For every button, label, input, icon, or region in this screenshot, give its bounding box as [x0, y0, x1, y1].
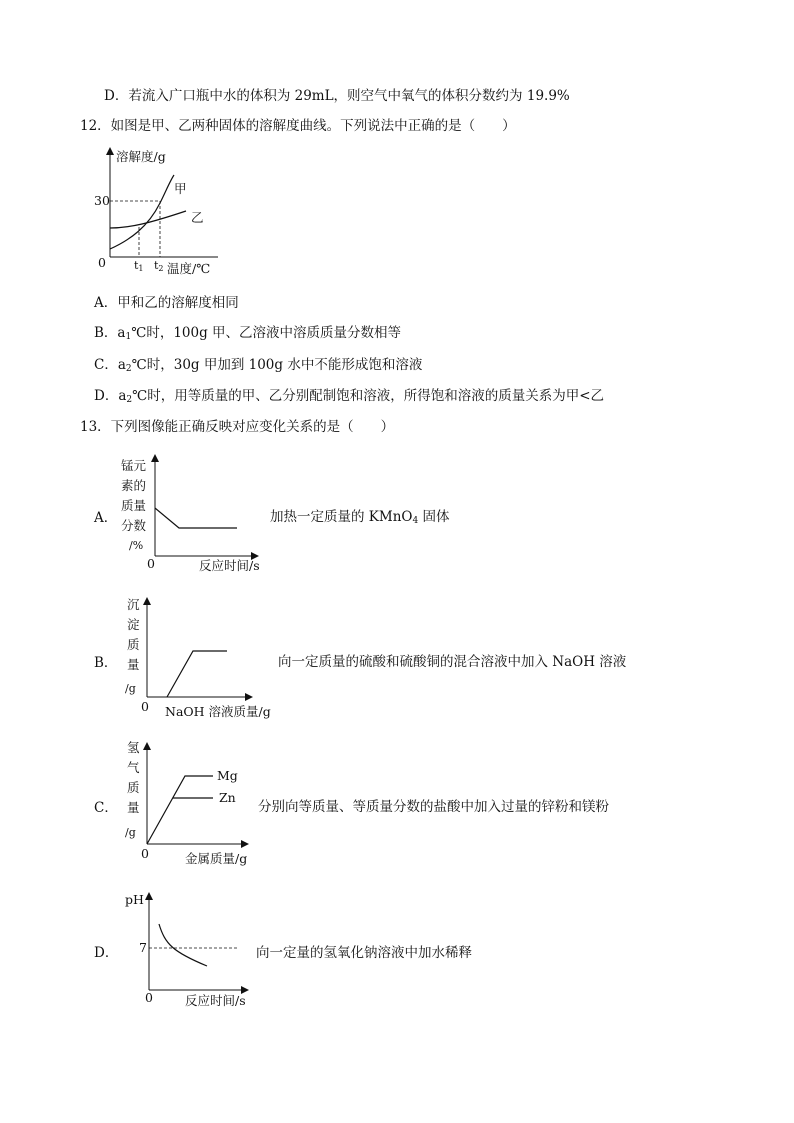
- q12-stem: 12．如图是甲、乙两种固体的溶解度曲线。下列说法中正确的是（ ）: [80, 118, 516, 134]
- q13-d-letter: D．: [94, 945, 119, 961]
- q12-t2-label: t2: [154, 259, 164, 273]
- q13-b-ylabel-4: 量: [127, 657, 140, 672]
- q13-b-ylabel-5: /g: [125, 682, 136, 695]
- q13-a-letter: A．: [94, 510, 118, 526]
- q11-option-d: D．若流入广口瓶中水的体积为 29mL，则空气中氧气的体积分数约为 19.9%: [104, 88, 570, 104]
- q13-b-figure: [115, 597, 285, 722]
- q12-ytick-30: 30: [94, 193, 110, 208]
- q13-stem: 13．下列图像能正确反映对应变化关系的是（ ）: [80, 419, 395, 435]
- q13-b-ylabel-3: 质: [127, 637, 140, 652]
- q12-option-c: C．$a_2℃$时，30g 甲加到 100g 水中不能形成饱和溶液: [94, 357, 423, 374]
- q13-b-letter: B．: [94, 655, 118, 671]
- q13-d-curve: [159, 924, 207, 966]
- q13-a-desc: 加热一定质量的 KMnO$_4$ 固体: [270, 509, 450, 526]
- q12-curve-yi: [110, 211, 186, 228]
- q13-b-xlabel: NaOH 溶液质量/g: [165, 704, 271, 719]
- q12-label-yi: 乙: [191, 210, 204, 225]
- q13-c-letter: C．: [94, 800, 118, 816]
- q12-origin: 0: [98, 255, 106, 270]
- q13-d-xlabel: 反应时间/s: [185, 993, 246, 1008]
- q12-ylabel: 溶解度/g: [116, 149, 166, 164]
- q13-a-ylabel-4: 分数: [121, 518, 147, 533]
- q13-c-curve-mg: [147, 776, 213, 844]
- q12-option-a: A．甲和乙的溶解度相同: [94, 295, 239, 311]
- q13-c-figure: [115, 740, 275, 870]
- q13-c-origin: 0: [141, 846, 149, 861]
- q13-a-ylabel-5: /%: [129, 539, 144, 552]
- q13-a-xlabel: 反应时间/s: [199, 558, 260, 573]
- q13-b-ylabel-1: 沉: [127, 597, 140, 612]
- q13-c-desc: 分别向等质量、等质量分数的盐酸中加入过量的锌粉和镁粉: [258, 799, 609, 815]
- q13-b-ylabel-2: 淀: [127, 617, 140, 632]
- q13-c-ylabel-3: 质: [127, 780, 140, 795]
- q13-a-curve: [155, 508, 237, 528]
- q13-c-xlabel: 金属质量/g: [185, 851, 248, 866]
- q12-option-b: B．$a_1℃$时，100g 甲、乙溶液中溶质质量分数相等: [94, 325, 402, 342]
- q12-curve-jia: [110, 175, 174, 249]
- q13-b-curve: [167, 651, 227, 697]
- q12-solubility-figure: [90, 145, 230, 280]
- q12-option-d: D．$a_2℃$时，用等质量的甲、乙分别配制饱和溶液，所得饱和溶液的质量关系为甲<乙: [94, 388, 605, 405]
- q12-xlabel: 温度/℃: [167, 261, 211, 276]
- q13-b-desc: 向一定质量的硫酸和硫酸铜的混合溶液中加入 NaOH 溶液: [278, 654, 627, 670]
- q13-c-label-zn: Zn: [219, 790, 236, 805]
- q13-d-ylabel: pH: [125, 892, 144, 907]
- q13-d-desc: 向一定量的氢氧化钠溶液中加水稀释: [256, 945, 472, 961]
- q13-d-ytick-7: 7: [139, 940, 147, 955]
- q13-c-ylabel-1: 氢: [127, 740, 140, 755]
- q13-a-ylabel-2: 素的: [121, 478, 147, 493]
- q13-a-ylabel-3: 质量: [121, 498, 147, 513]
- q13-a-ylabel-1: 锰元: [121, 458, 147, 473]
- q13-c-ylabel-4: 量: [127, 800, 140, 815]
- q13-c-ylabel-5: /g: [125, 826, 136, 839]
- q13-c-label-mg: Mg: [217, 768, 238, 783]
- q12-t1-label: t1: [134, 259, 144, 273]
- q13-a-figure: [115, 452, 275, 577]
- q12-label-jia: 甲: [174, 181, 187, 196]
- q13-a-origin: 0: [147, 556, 155, 571]
- q13-c-ylabel-2: 气: [127, 760, 140, 775]
- q13-d-origin: 0: [145, 990, 153, 1005]
- q13-d-figure: [115, 888, 275, 1013]
- q13-b-origin: 0: [141, 699, 149, 714]
